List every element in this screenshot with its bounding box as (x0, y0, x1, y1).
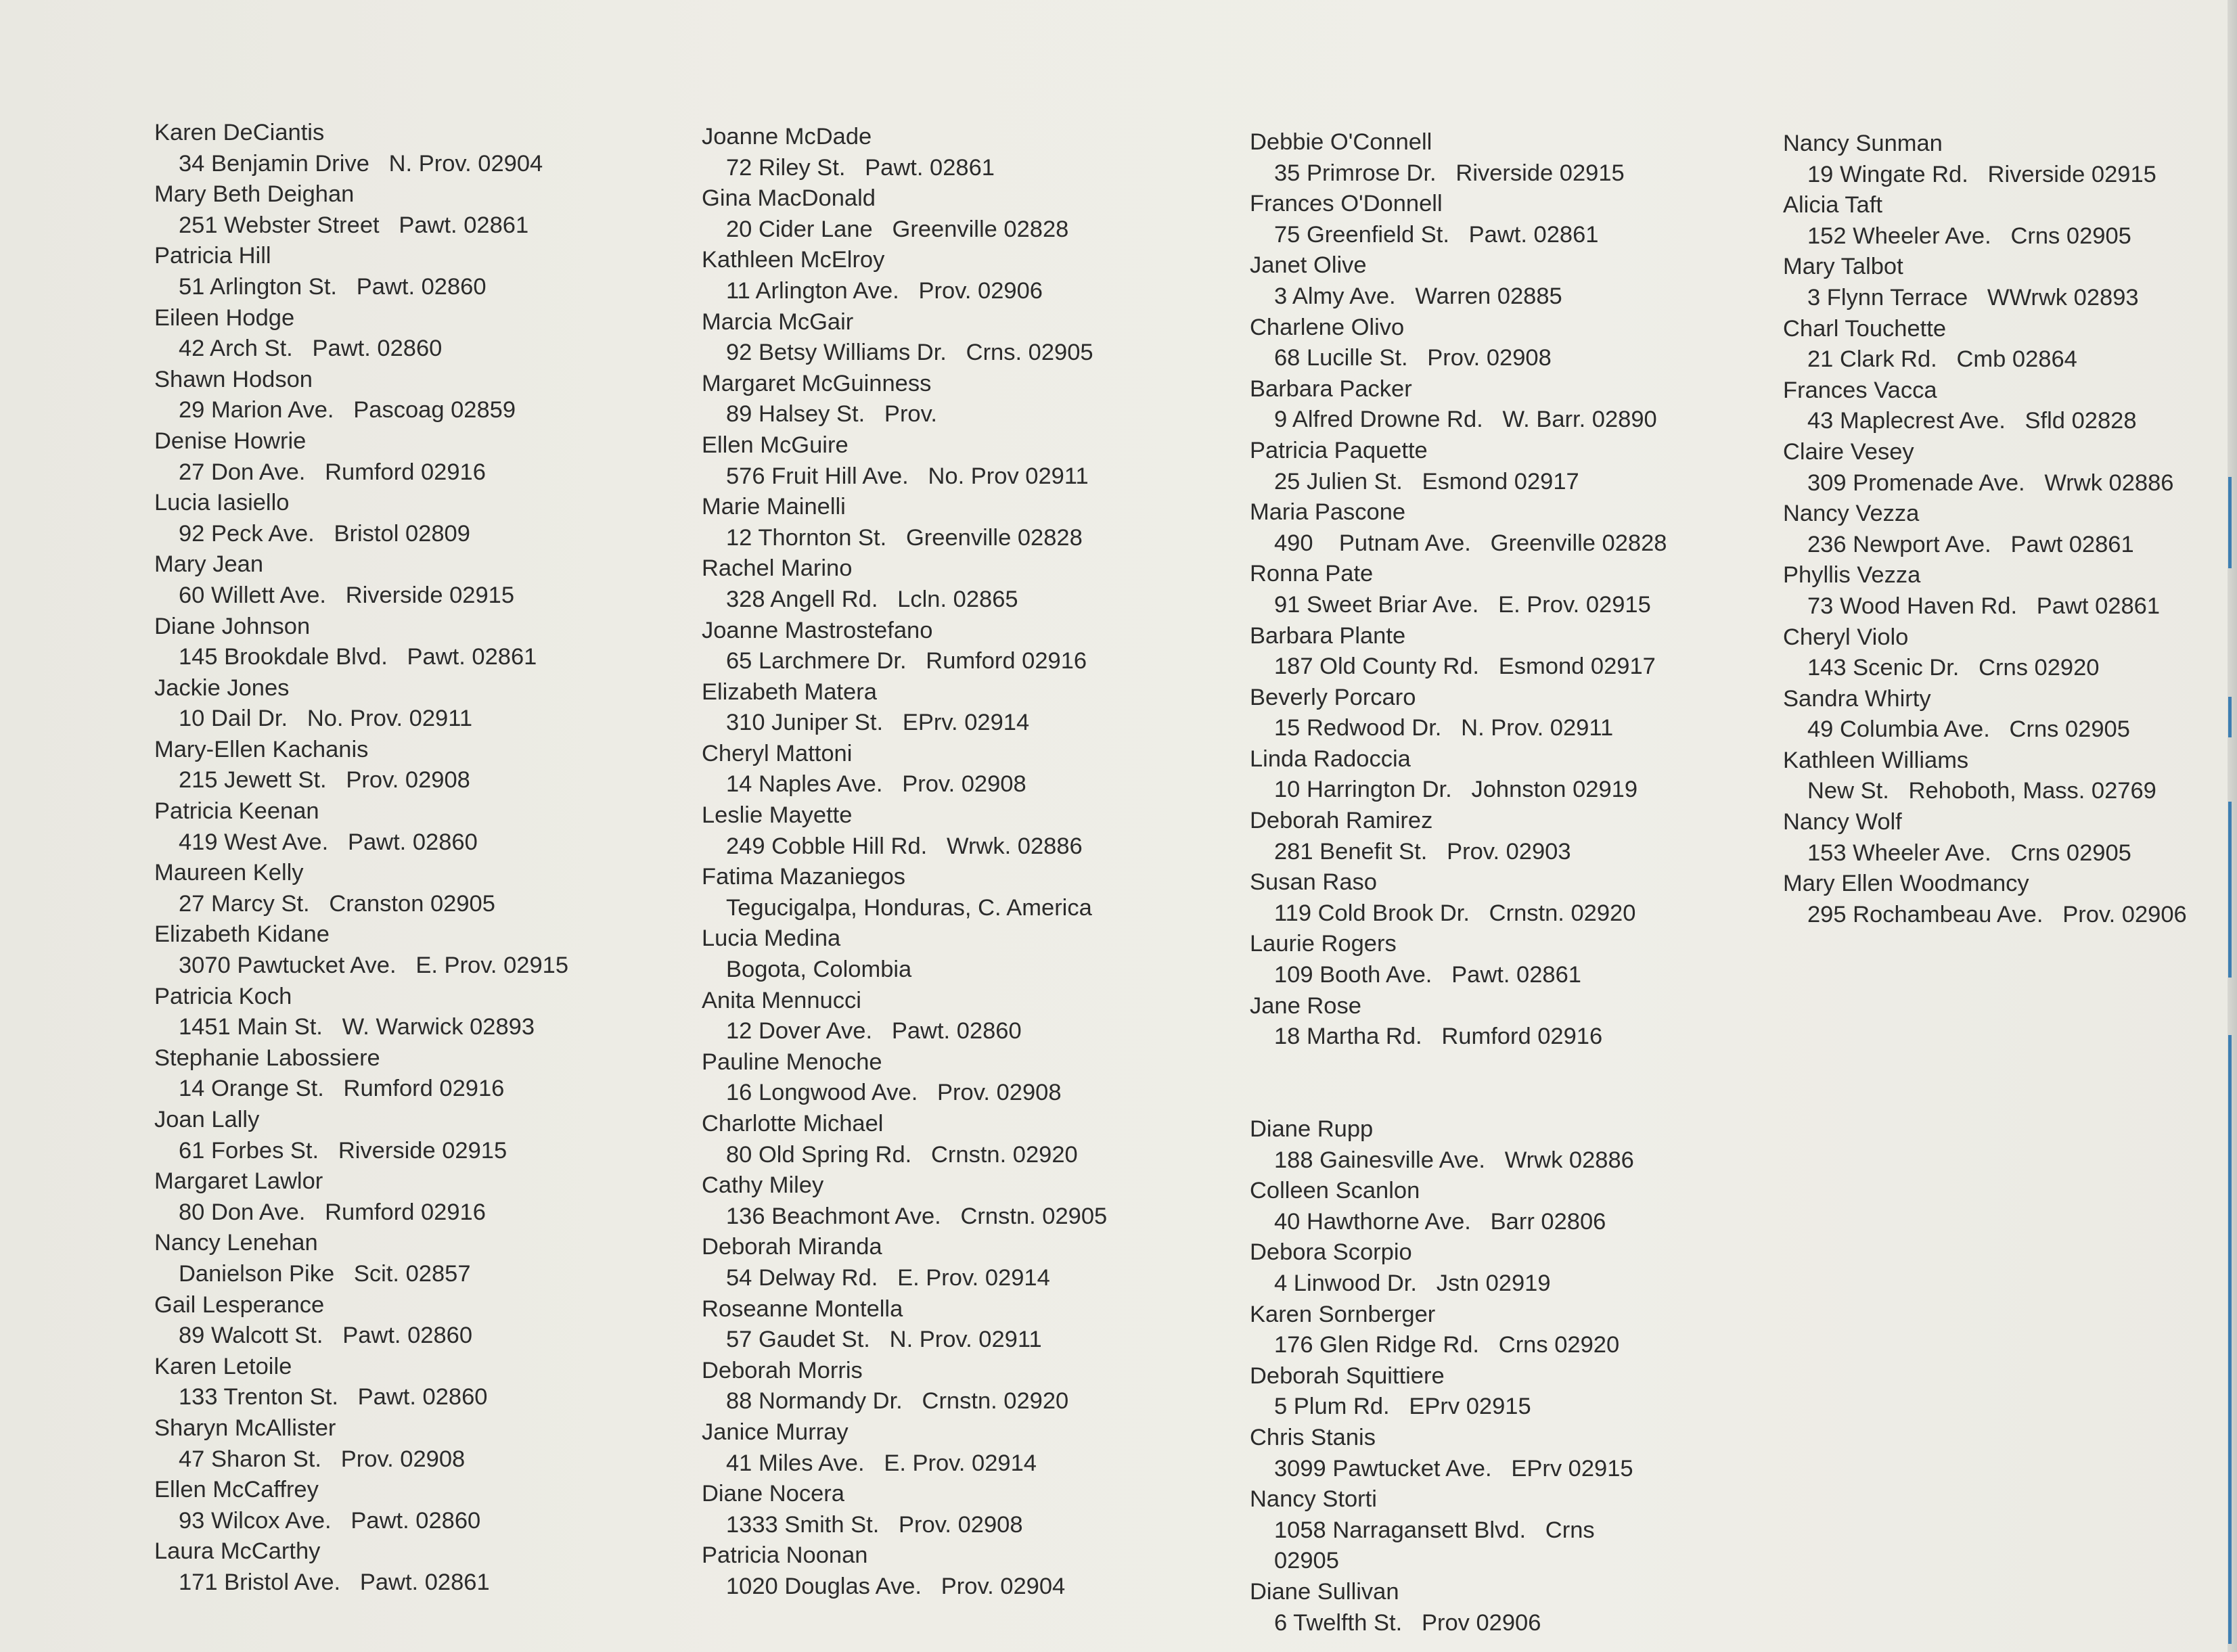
directory-entry (1783, 622, 2187, 684)
directory-entry (1250, 497, 1667, 559)
directory-entry (702, 1479, 1107, 1540)
entry-name: Gina MacDonald (702, 185, 876, 212)
entry-address: Danielson Pike Scit. 02857 (179, 1260, 471, 1287)
entry-address: 1333 Smith St. Prov. 02908 (726, 1511, 1023, 1538)
entry-address: 152 Wheeler Ave. Crns 02905 (1807, 223, 2131, 249)
directory-column-1 (154, 118, 568, 1599)
directory-entry (702, 1294, 1107, 1356)
directory-entry (1250, 127, 1667, 189)
entry-address: 281 Benefit St. Prov. 02903 (1274, 838, 1571, 865)
entry-address: 4 Linwood Dr. Jstn 02919 (1274, 1270, 1551, 1296)
entry-address: 21 Clark Rd. Cmb 02864 (1807, 346, 2077, 373)
entry-name: Barbara Packer (1250, 375, 1412, 402)
entry-name: Ellen McCaffrey (154, 1477, 319, 1503)
directory-entry (702, 986, 1107, 1047)
entry-address: 109 Booth Ave. Pawt. 02861 (1274, 962, 1581, 988)
entry-address: 25 Julien St. Esmond 02917 (1274, 468, 1579, 495)
entry-address: 14 Naples Ave. Prov. 02908 (726, 771, 1026, 798)
entry-name: Nancy Vezza (1783, 501, 1920, 527)
entry-name: Deborah Squittiere (1250, 1362, 1445, 1389)
entry-name: Claire Vesey (1783, 438, 1914, 465)
entry-address: 92 Betsy Williams Dr. Crns. 02905 (726, 340, 1093, 366)
entry-address: 18 Martha Rd. Rumford 02916 (1274, 1024, 1603, 1050)
directory-entry (1783, 560, 2187, 622)
entry-address: 75 Greenfield St. Pawt. 02861 (1274, 221, 1599, 248)
entry-address: 43 Maplecrest Ave. Sfld 02828 (1807, 408, 2137, 434)
directory-entry (154, 673, 568, 735)
entry-name: Sandra Whirty (1783, 685, 1931, 712)
directory-entry (1250, 1300, 1667, 1361)
entry-name: Karen Sornberger (1250, 1301, 1436, 1327)
entry-address: 187 Old County Rd. Esmond 02917 (1274, 653, 1656, 680)
directory-entry (702, 923, 1107, 985)
entry-address: 176 Glen Ridge Rd. Crns 02920 (1274, 1332, 1620, 1358)
entry-address: 27 Marcy St. Cranston 02905 (179, 890, 495, 917)
entry-name: Elizabeth Kidane (154, 921, 330, 948)
entry-name: Patricia Koch (154, 983, 292, 1009)
entry-address: 136 Beachmont Ave. Crnstn. 02905 (726, 1203, 1108, 1229)
directory-entry (1783, 499, 2187, 560)
entry-address: 251 Webster Street Pawt. 02861 (179, 212, 529, 238)
directory-entry (1250, 1053, 1667, 1114)
directory-entry (702, 245, 1107, 306)
entry-name: Diane Nocera (702, 1481, 844, 1507)
directory-entry (1783, 375, 2187, 437)
entry-name: Susan Raso (1250, 869, 1377, 896)
entry-address: 143 Scenic Dr. Crns 02920 (1807, 655, 2100, 681)
entry-name: Denise Howrie (154, 428, 307, 454)
directory-entry (702, 183, 1107, 245)
entry-address: 88 Normandy Dr. Crnstn. 02920 (726, 1388, 1069, 1415)
entry-name: Patricia Paquette (1250, 437, 1428, 463)
entry-name: Diane Johnson (154, 613, 311, 639)
entry-address: 40 Hawthorne Ave. Barr 02806 (1274, 1208, 1606, 1235)
directory-entry (154, 735, 568, 796)
entry-name: Roseanne Montella (702, 1295, 903, 1322)
directory-entry (1783, 437, 2187, 499)
entry-address: 16 Longwood Ave. Prov. 02908 (726, 1080, 1062, 1106)
directory-entry (702, 1356, 1107, 1417)
entry-address: 3070 Pawtucket Ave. E. Prov. 02915 (179, 953, 569, 979)
entry-address: New St. Rehoboth, Mass. 02769 (1807, 778, 2156, 804)
directory-entry (702, 122, 1107, 183)
directory-entry (702, 492, 1107, 553)
entry-address: 1451 Main St. W. Warwick 02893 (179, 1014, 535, 1040)
entry-name: Elizabeth Matera (702, 679, 877, 705)
directory-entry (154, 1536, 568, 1598)
directory-entry (154, 612, 568, 673)
directory-column-3 (1250, 127, 1667, 1638)
directory-entry (1250, 806, 1667, 867)
entry-address: 295 Rochambeau Ave. Prov. 02906 (1807, 901, 2187, 927)
directory-entry (1250, 683, 1667, 744)
entry-name: Frances Vacca (1783, 377, 1937, 403)
entry-address: 10 Dail Dr. No. Prov. 02911 (179, 706, 473, 732)
entry-address-continued: 02905 (1274, 1548, 1339, 1574)
directory-entry (154, 118, 568, 179)
entry-address: 93 Wilcox Ave. Pawt. 02860 (179, 1507, 481, 1534)
entry-address: 80 Old Spring Rd. Crnstn. 02920 (726, 1141, 1078, 1168)
entry-address: 490 Putnam Ave. Greenville 02828 (1274, 530, 1667, 556)
directory-entry (702, 430, 1107, 492)
entry-name: Maria Pascone (1250, 499, 1406, 526)
directory-entry (154, 1475, 568, 1536)
directory-entry (1250, 250, 1667, 312)
entry-address: 51 Arlington St. Pawt. 02860 (179, 273, 487, 300)
directory-entry (702, 739, 1107, 800)
entry-address: 29 Marion Ave. Pascoag 02859 (179, 397, 516, 423)
entry-address: 171 Bristol Ave. Pawt. 02861 (179, 1569, 490, 1595)
entry-address: 1058 Narragansett Blvd. Crns (1274, 1517, 1595, 1543)
entry-name: Karen DeCiantis (154, 120, 325, 145)
directory-entry (702, 800, 1107, 862)
directory-entry (154, 982, 568, 1043)
entry-name: Joanne McDade (702, 124, 872, 150)
entry-address: 54 Delway Rd. E. Prov. 02914 (726, 1264, 1050, 1291)
entry-address: 80 Don Ave. Rumford 02916 (179, 1199, 486, 1225)
entry-address: 310 Juniper St. EPrv. 02914 (726, 710, 1030, 736)
entry-name: Diane Rupp (1250, 1116, 1374, 1142)
entry-name: Janet Olive (1250, 252, 1367, 279)
entry-address: 11 Arlington Ave. Prov. 02906 (726, 277, 1043, 304)
entry-address: 9 Alfred Drowne Rd. W. Barr. 02890 (1274, 407, 1657, 433)
directory-entry (154, 1290, 568, 1352)
entry-name: Beverly Porcaro (1250, 684, 1416, 710)
edge-color-mark (2228, 697, 2232, 737)
directory-entry (1783, 684, 2187, 745)
edge-color-mark (2228, 477, 2232, 568)
entry-address: 236 Newport Ave. Pawt 02861 (1807, 531, 2134, 557)
entry-address: 5 Plum Rd. EPrv 02915 (1274, 1394, 1531, 1420)
directory-entry (154, 1043, 568, 1105)
entry-name: Deborah Ramirez (1250, 808, 1433, 834)
directory-entry (1250, 1423, 1667, 1484)
entry-address: 3099 Pawtucket Ave. EPrv 02915 (1274, 1455, 1633, 1482)
entry-name: Mary Beth Deighan (154, 181, 355, 208)
directory-entry (1250, 1114, 1667, 1176)
entry-name: Marie Mainelli (702, 494, 846, 520)
entry-name: Sharyn McAllister (154, 1415, 336, 1441)
directory-entry (702, 862, 1107, 923)
directory-entry (1250, 929, 1667, 990)
directory-entry (702, 677, 1107, 739)
entry-name: Mary Talbot (1783, 254, 1903, 280)
entry-name: Deborah Morris (702, 1357, 863, 1383)
entry-name: Jane Rose (1250, 992, 1361, 1019)
directory-entry (702, 553, 1107, 615)
entry-name: Mary Ellen Woodmancy (1783, 871, 2029, 897)
directory-column-2 (702, 122, 1107, 1603)
entry-name: Stephanie Labossiere (154, 1045, 380, 1071)
entry-name: Maureen Kelly (154, 860, 304, 886)
directory-entry (1250, 374, 1667, 436)
entry-name: Lucia Medina (702, 925, 841, 952)
entry-name: Charl Touchette (1783, 315, 1947, 342)
entry-name: Jackie Jones (154, 674, 290, 701)
directory-entry (1783, 252, 2187, 313)
entry-address: 72 Riley St. Pawt. 02861 (726, 154, 995, 181)
directory-entry (1783, 869, 2187, 930)
directory-entry (702, 369, 1107, 430)
directory-entry (154, 1228, 568, 1289)
entry-name: Shawn Hodson (154, 366, 313, 392)
entry-name: Ronna Pate (1250, 561, 1374, 587)
directory-entry (1250, 313, 1667, 374)
entry-name: Eileen Hodge (154, 304, 295, 331)
entry-address: 14 Orange St. Rumford 02916 (179, 1076, 505, 1102)
directory-entry (1783, 314, 2187, 375)
entry-address: 61 Forbes St. Riverside 02915 (179, 1137, 507, 1164)
entry-name: Linda Radoccia (1250, 745, 1411, 772)
directory-entry (154, 365, 568, 426)
directory-entry (1783, 807, 2187, 869)
entry-address: 153 Wheeler Ave. Crns 02905 (1807, 840, 2131, 866)
entry-address: 20 Cider Lane Greenville 02828 (726, 216, 1069, 242)
directory-entry (154, 179, 568, 241)
directory-entry (1250, 1577, 1667, 1638)
entry-name: Nancy Wolf (1783, 809, 1902, 835)
directory-entry (702, 1540, 1107, 1602)
entry-address: 188 Gainesville Ave. Wrwk 02886 (1274, 1147, 1634, 1173)
entry-name: Margaret McGuinness (702, 370, 932, 396)
entry-name: Mary-Ellen Kachanis (154, 736, 369, 762)
entry-name: Kathleen McElroy (702, 247, 885, 273)
entry-name: Cathy Miley (702, 1172, 824, 1199)
entry-address: 73 Wood Haven Rd. Pawt 02861 (1807, 593, 2161, 619)
entry-name: Nancy Sunman (1783, 131, 1943, 156)
directory-entry (154, 1105, 568, 1166)
directory-entry (154, 919, 568, 981)
entry-name: Kathleen Williams (1783, 747, 1969, 773)
entry-address: 19 Wingate Rd. Riverside 02915 (1807, 161, 2156, 187)
directory-entry (702, 1170, 1107, 1232)
entry-address: 145 Brookdale Blvd. Pawt. 02861 (179, 644, 537, 670)
directory-entry (154, 549, 568, 611)
directory-entry (154, 1166, 568, 1228)
entry-name: Barbara Plante (1250, 622, 1406, 649)
directory-entry (154, 858, 568, 919)
entry-address: 41 Miles Ave. E. Prov. 02914 (726, 1450, 1037, 1476)
entry-name: Colleen Scanlon (1250, 1178, 1420, 1204)
entry-address: 3 Almy Ave. Warren 02885 (1274, 283, 1562, 309)
entry-name: Cheryl Mattoni (702, 740, 853, 766)
entry-name: Debbie O'Connell (1250, 129, 1432, 155)
entry-name: Patricia Noonan (702, 1542, 868, 1569)
entry-name: Joan Lally (154, 1107, 260, 1132)
directory-column-4 (1783, 129, 2187, 930)
entry-name: Margaret Lawlor (154, 1168, 323, 1195)
directory-entry (1783, 129, 2187, 190)
entry-address: 133 Trenton St. Pawt. 02860 (179, 1384, 488, 1410)
directory-entry (1783, 745, 2187, 807)
entry-name: Charlotte Michael (702, 1111, 884, 1137)
entry-name: Mary Jean (154, 551, 264, 578)
directory-entry (702, 1232, 1107, 1293)
entry-address: 12 Thornton St. Greenville 02828 (726, 524, 1083, 551)
entry-name: Nancy Lenehan (154, 1230, 318, 1256)
entry-name: Laurie Rogers (1250, 931, 1397, 957)
entry-address: 57 Gaudet St. N. Prov. 02911 (726, 1327, 1042, 1353)
directory-entry (1250, 436, 1667, 497)
directory-entry (154, 1413, 568, 1475)
entry-name: Frances O'Donnell (1250, 191, 1443, 217)
directory-entry (1250, 1237, 1667, 1299)
entry-address: 12 Dover Ave. Pawt. 02860 (726, 1018, 1022, 1045)
entry-address: 419 West Ave. Pawt. 02860 (179, 829, 478, 855)
entry-address: 328 Angell Rd. Lcln. 02865 (726, 586, 1018, 612)
entry-address: 576 Fruit Hill Ave. No. Prov 02911 (726, 463, 1089, 489)
directory-entry (702, 1109, 1107, 1170)
entry-address: 49 Columbia Ave. Crns 02905 (1807, 716, 2130, 743)
entry-address: 34 Benjamin Drive N. Prov. 02904 (179, 150, 543, 177)
entry-address: 309 Promenade Ave. Wrwk 02886 (1807, 469, 2174, 496)
entry-name: Cheryl Violo (1783, 624, 1909, 650)
entry-name: Karen Letoile (154, 1353, 292, 1379)
directory-entry (702, 1047, 1107, 1109)
directory-entry (1250, 1484, 1667, 1577)
entry-address: 68 Lucille St. Prov. 02908 (1274, 345, 1552, 371)
entry-address: 1020 Douglas Ave. Prov. 02904 (726, 1573, 1066, 1599)
entry-address: 91 Sweet Briar Ave. E. Prov. 02915 (1274, 591, 1651, 618)
entry-name: Janice Murray (702, 1419, 849, 1445)
entry-name: Leslie Mayette (702, 802, 853, 829)
directory-entry (154, 1352, 568, 1413)
entry-name: Joanne Mastrostefano (702, 617, 933, 643)
entry-name: Charlene Olivo (1250, 314, 1405, 340)
entry-address: 10 Harrington Dr. Johnston 02919 (1274, 777, 1638, 803)
directory-entry (154, 241, 568, 302)
entry-name: Patricia Hill (154, 243, 271, 269)
directory-entry (1250, 867, 1667, 929)
directory-entry (1250, 559, 1667, 620)
entry-name: Anita Mennucci (702, 987, 861, 1013)
directory-entry (1783, 190, 2187, 252)
entry-address: 215 Jewett St. Prov. 02908 (179, 767, 470, 794)
entry-name (1250, 1053, 1667, 1084)
directory-entry (702, 307, 1107, 369)
directory-entry (702, 1417, 1107, 1479)
entry-address: 249 Cobble Hill Rd. Wrwk. 02886 (726, 833, 1083, 859)
directory-entry (154, 488, 568, 549)
directory-entry (1250, 991, 1667, 1053)
entry-name: Nancy Storti (1250, 1486, 1377, 1513)
directory-entry (154, 303, 568, 365)
directory-entry (154, 426, 568, 488)
directory-entry (1250, 1361, 1667, 1423)
entry-address: 27 Don Ave. Rumford 02916 (179, 459, 486, 485)
entry-address: Tegucigalpa, Honduras, C. America (726, 894, 1092, 921)
directory-entry (702, 616, 1107, 677)
entry-name: Pauline Menoche (702, 1049, 882, 1075)
entry-address: 15 Redwood Dr. N. Prov. 02911 (1274, 715, 1614, 741)
entry-address: 3 Flynn Terrace WWrwk 02893 (1807, 284, 2139, 311)
edge-color-mark (2228, 802, 2232, 978)
entry-address: 47 Sharon St. Prov. 02908 (179, 1446, 466, 1472)
entry-address: 35 Primrose Dr. Riverside 02915 (1274, 160, 1625, 186)
entry-address: Bogota, Colombia (726, 957, 912, 983)
entry-name: Fatima Mazaniegos (702, 864, 906, 890)
entry-name: Laura McCarthy (154, 1538, 321, 1565)
entry-address: 60 Willett Ave. Riverside 02915 (179, 582, 515, 608)
entry-name: Debora Scorpio (1250, 1239, 1412, 1266)
entry-address: 6 Twelfth St. Prov 02906 (1274, 1609, 1541, 1636)
directory-entry (1250, 744, 1667, 806)
entry-address: 119 Cold Brook Dr. Crnstn. 02920 (1274, 900, 1636, 926)
entry-name: Phyllis Vezza (1783, 562, 1921, 589)
entry-address: 42 Arch St. Pawt. 02860 (179, 336, 443, 362)
entry-name: Lucia Iasiello (154, 490, 290, 516)
entry-name: Rachel Marino (702, 555, 853, 582)
edge-color-mark (2228, 1035, 2232, 1644)
directory-entry (1250, 621, 1667, 683)
entry-name: Deborah Miranda (702, 1234, 882, 1260)
entry-address (1250, 1083, 1667, 1114)
entry-name: Ellen McGuire (702, 432, 849, 458)
directory-entry (1250, 189, 1667, 250)
entry-address: 89 Walcott St. Pawt. 02860 (179, 1323, 473, 1349)
entry-name: Gail Lesperance (154, 1291, 325, 1318)
entry-name: Chris Stanis (1250, 1424, 1376, 1450)
entry-name: Diane Sullivan (1250, 1578, 1399, 1605)
entry-address: 65 Larchmere Dr. Rumford 02916 (726, 648, 1087, 674)
entry-name: Patricia Keenan (154, 798, 319, 825)
entry-name: Alicia Taft (1783, 192, 1883, 219)
entry-address: 89 Halsey St. Prov. (726, 401, 937, 428)
directory-entry (1250, 1176, 1667, 1237)
entry-address: 92 Peck Ave. Bristol 02809 (179, 520, 470, 547)
directory-entry (154, 796, 568, 858)
entry-name: Marcia McGair (702, 308, 854, 335)
